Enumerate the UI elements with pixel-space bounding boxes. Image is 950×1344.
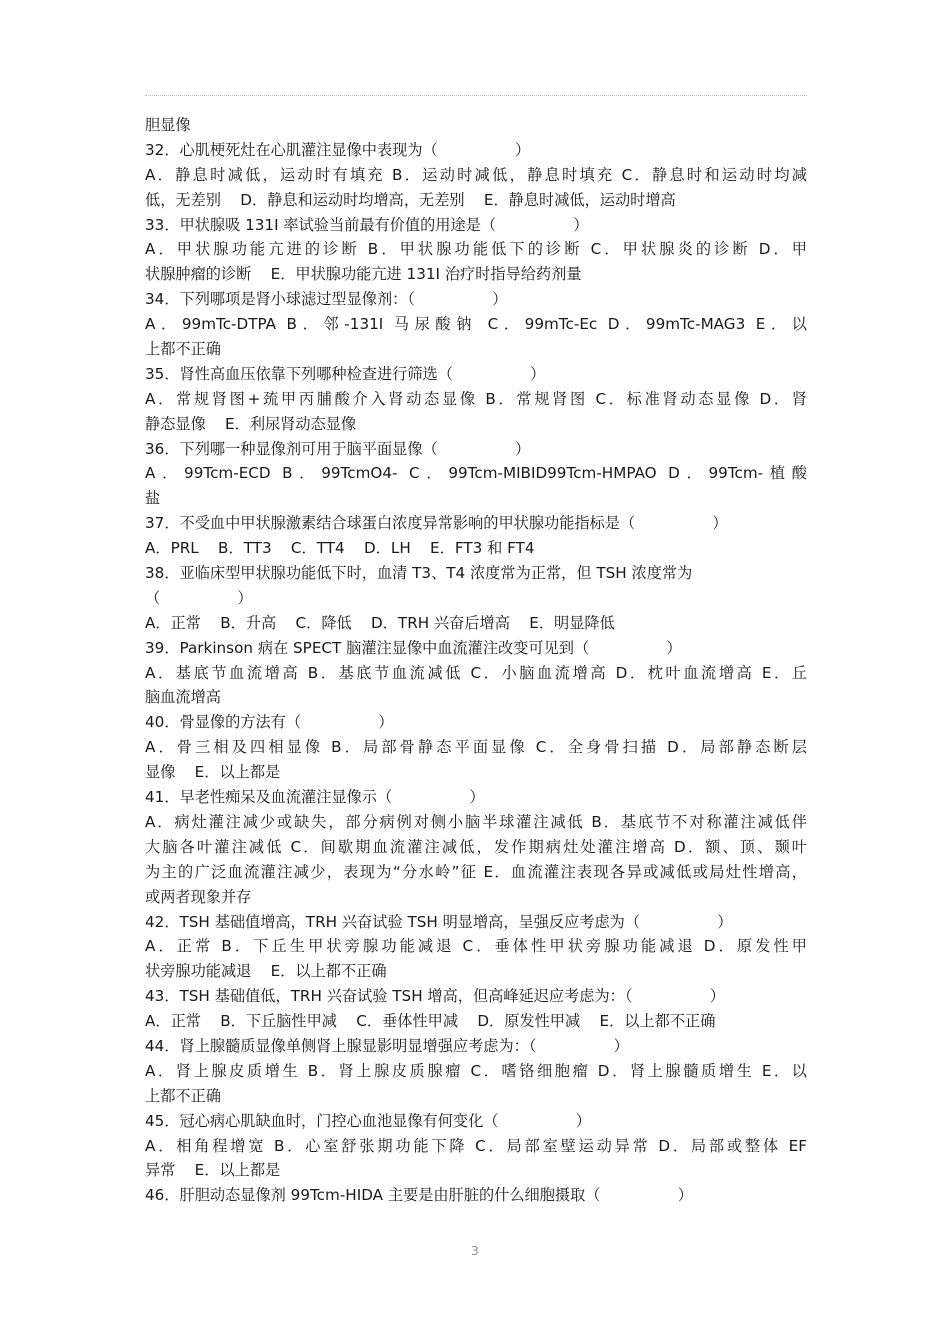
text-line: A．基底节血流增高 B．基底节血流减低 C．小脑血流增高 D．枕叶血流增高 E．丘 [145, 663, 807, 682]
text-line: 脑血流增高 [145, 688, 221, 707]
text-line: 45．冠心病心肌缺血时，门控心血池显像有何变化（ ） [145, 1111, 591, 1130]
question-text-block [145, 113, 807, 1208]
text-line: A．常规肾图+巯甲丙脯酸介入肾动态显像 B．常规肾图 C．标准肾动态显像 D．肾 [145, 389, 807, 408]
text-line: 37．不受血中甲状腺激素结合球蛋白浓度异常影响的甲状腺功能指标是（ ） [145, 514, 728, 533]
text-line: 上都不正确 [145, 340, 221, 359]
text-line: 状旁腺功能减退 E．以上都不正确 [145, 962, 387, 981]
text-line: 33．甲状腺吸 131I 率试验当前最有价值的用途是（ ） [145, 215, 589, 234]
text-line: A．正常 B．下丘脑性甲减 C．垂体性甲减 D．原发性甲减 E．以上都不正确 [145, 1012, 716, 1031]
text-line: 39．Parkinson 病在 SPECT 脑灌注显像中血流灌注改变可见到（ ） [145, 638, 682, 657]
text-line: A．甲状腺功能亢进的诊断 B．甲状腺功能低下的诊断 C．甲状腺炎的诊断 D．甲 [145, 240, 807, 259]
text-line: 盐 [145, 489, 161, 508]
text-line: 异常 E．以上都是 [145, 1161, 281, 1180]
text-line: 42．TSH 基础值增高，TRH 兴奋试验 TSH 明显增高，呈强反应考虑为（ ） [145, 912, 733, 931]
text-line: A．99mTc-DTPA B．邻-131I 马尿酸钠 C．99mTc-Ec D．99mTc-MAG3 E．以 [145, 315, 807, 334]
text-line: （ ） [145, 588, 253, 607]
page-number: 3 [471, 1244, 479, 1258]
text-line: 32．心肌梗死灶在心肌灌注显像中表现为（ ） [145, 140, 531, 159]
text-line: A．正常 B．升高 C．降低 D．TRH 兴奋后增高 E．明显降低 [145, 613, 615, 632]
text-line: A．骨三相及四相显像 B．局部骨静态平面显像 C．全身骨扫描 D．局部静态断层 [145, 738, 807, 757]
text-line: A．99Tcm-ECD B．99TcmO4- C．99Tcm-MIBID99Tcm-HMPAO D．99Tcm-植酸 [145, 464, 807, 483]
text-line: 静态显像 E．利尿肾动态显像 [145, 414, 357, 433]
text-line: A．肾上腺皮质增生 B．肾上腺皮质腺瘤 C．嗜铬细胞瘤 D．肾上腺髓质增生 E．以 [145, 1061, 807, 1080]
text-line: 44．肾上腺髓质显像单侧肾上腺显影明显增强应考虑为：（ ） [145, 1036, 629, 1055]
text-line: A．相角程增宽 B．心室舒张期功能下降 C．局部室壁运动异常 D．局部或整体 EF [145, 1136, 807, 1155]
text-line: 胆显像 [145, 116, 191, 134]
text-line: 显像 E．以上都是 [145, 763, 281, 782]
text-line: A．PRL B．TT3 C．TT4 D．LH E．FT3 和 FT4 [145, 539, 535, 558]
text-line: 35．肾性高血压依靠下列哪种检查进行筛选（ ） [145, 364, 546, 383]
text-line: 34．下列哪项是肾小球滤过型显像剂：（ ） [145, 290, 508, 309]
text-line: 为主的广泛血流灌注减少，表现为“分水岭”征 E．血流灌注表现各异或减低或局灶性增高， [145, 862, 807, 881]
text-line: 46．肝胆动态显像剂 99Tcm-HIDA 主要是由肝脏的什么细胞摄取（ ） [145, 1186, 693, 1205]
text-line: 上都不正确 [145, 1086, 221, 1105]
text-line: 低，无差别 D．静息和运动时均增高，无差别 E．静息时减低，运动时增高 [145, 190, 676, 209]
header-divider [145, 95, 807, 96]
text-line: 状腺肿瘤的诊断 E．甲状腺功能亢进 131I 治疗时指导给药剂量 [145, 265, 582, 284]
text-line: 40．骨显像的方法有（ ） [145, 713, 394, 732]
text-line: 38．亚临床型甲状腺功能低下时，血清 T3、T4 浓度常为正常，但 TSH 浓度常为 [145, 564, 693, 583]
text-line: A．病灶灌注减少或缺失，部分病例对侧小脑半球灌注减低 B．基底节不对称灌注减低伴 [145, 812, 807, 831]
text-line: 41．早老性痴呆及血流灌注显像示（ ） [145, 788, 485, 807]
text-line: A．正常 B．下丘生甲状旁腺功能减退 C．垂体性甲状旁腺功能减退 D．原发性甲 [145, 937, 807, 956]
text-line: 36．下列哪一种显像剂可用于脑平面显像（ ） [145, 439, 531, 458]
text-line: 或两者现象并存 [145, 887, 252, 906]
text-line: A．静息时减低，运动时有填充 B．运动时减低，静息时填充 C．静息时和运动时均减 [145, 165, 807, 184]
text-line: 大脑各叶灌注减低 C．间歇期血流灌注减低，发作期病灶处灌注增高 D．额、顶、颞叶 [145, 837, 807, 856]
text-line: 43．TSH 基础值低，TRH 兴奋试验 TSH 增高，但高峰延迟应考虑为：（ ） [145, 987, 725, 1006]
